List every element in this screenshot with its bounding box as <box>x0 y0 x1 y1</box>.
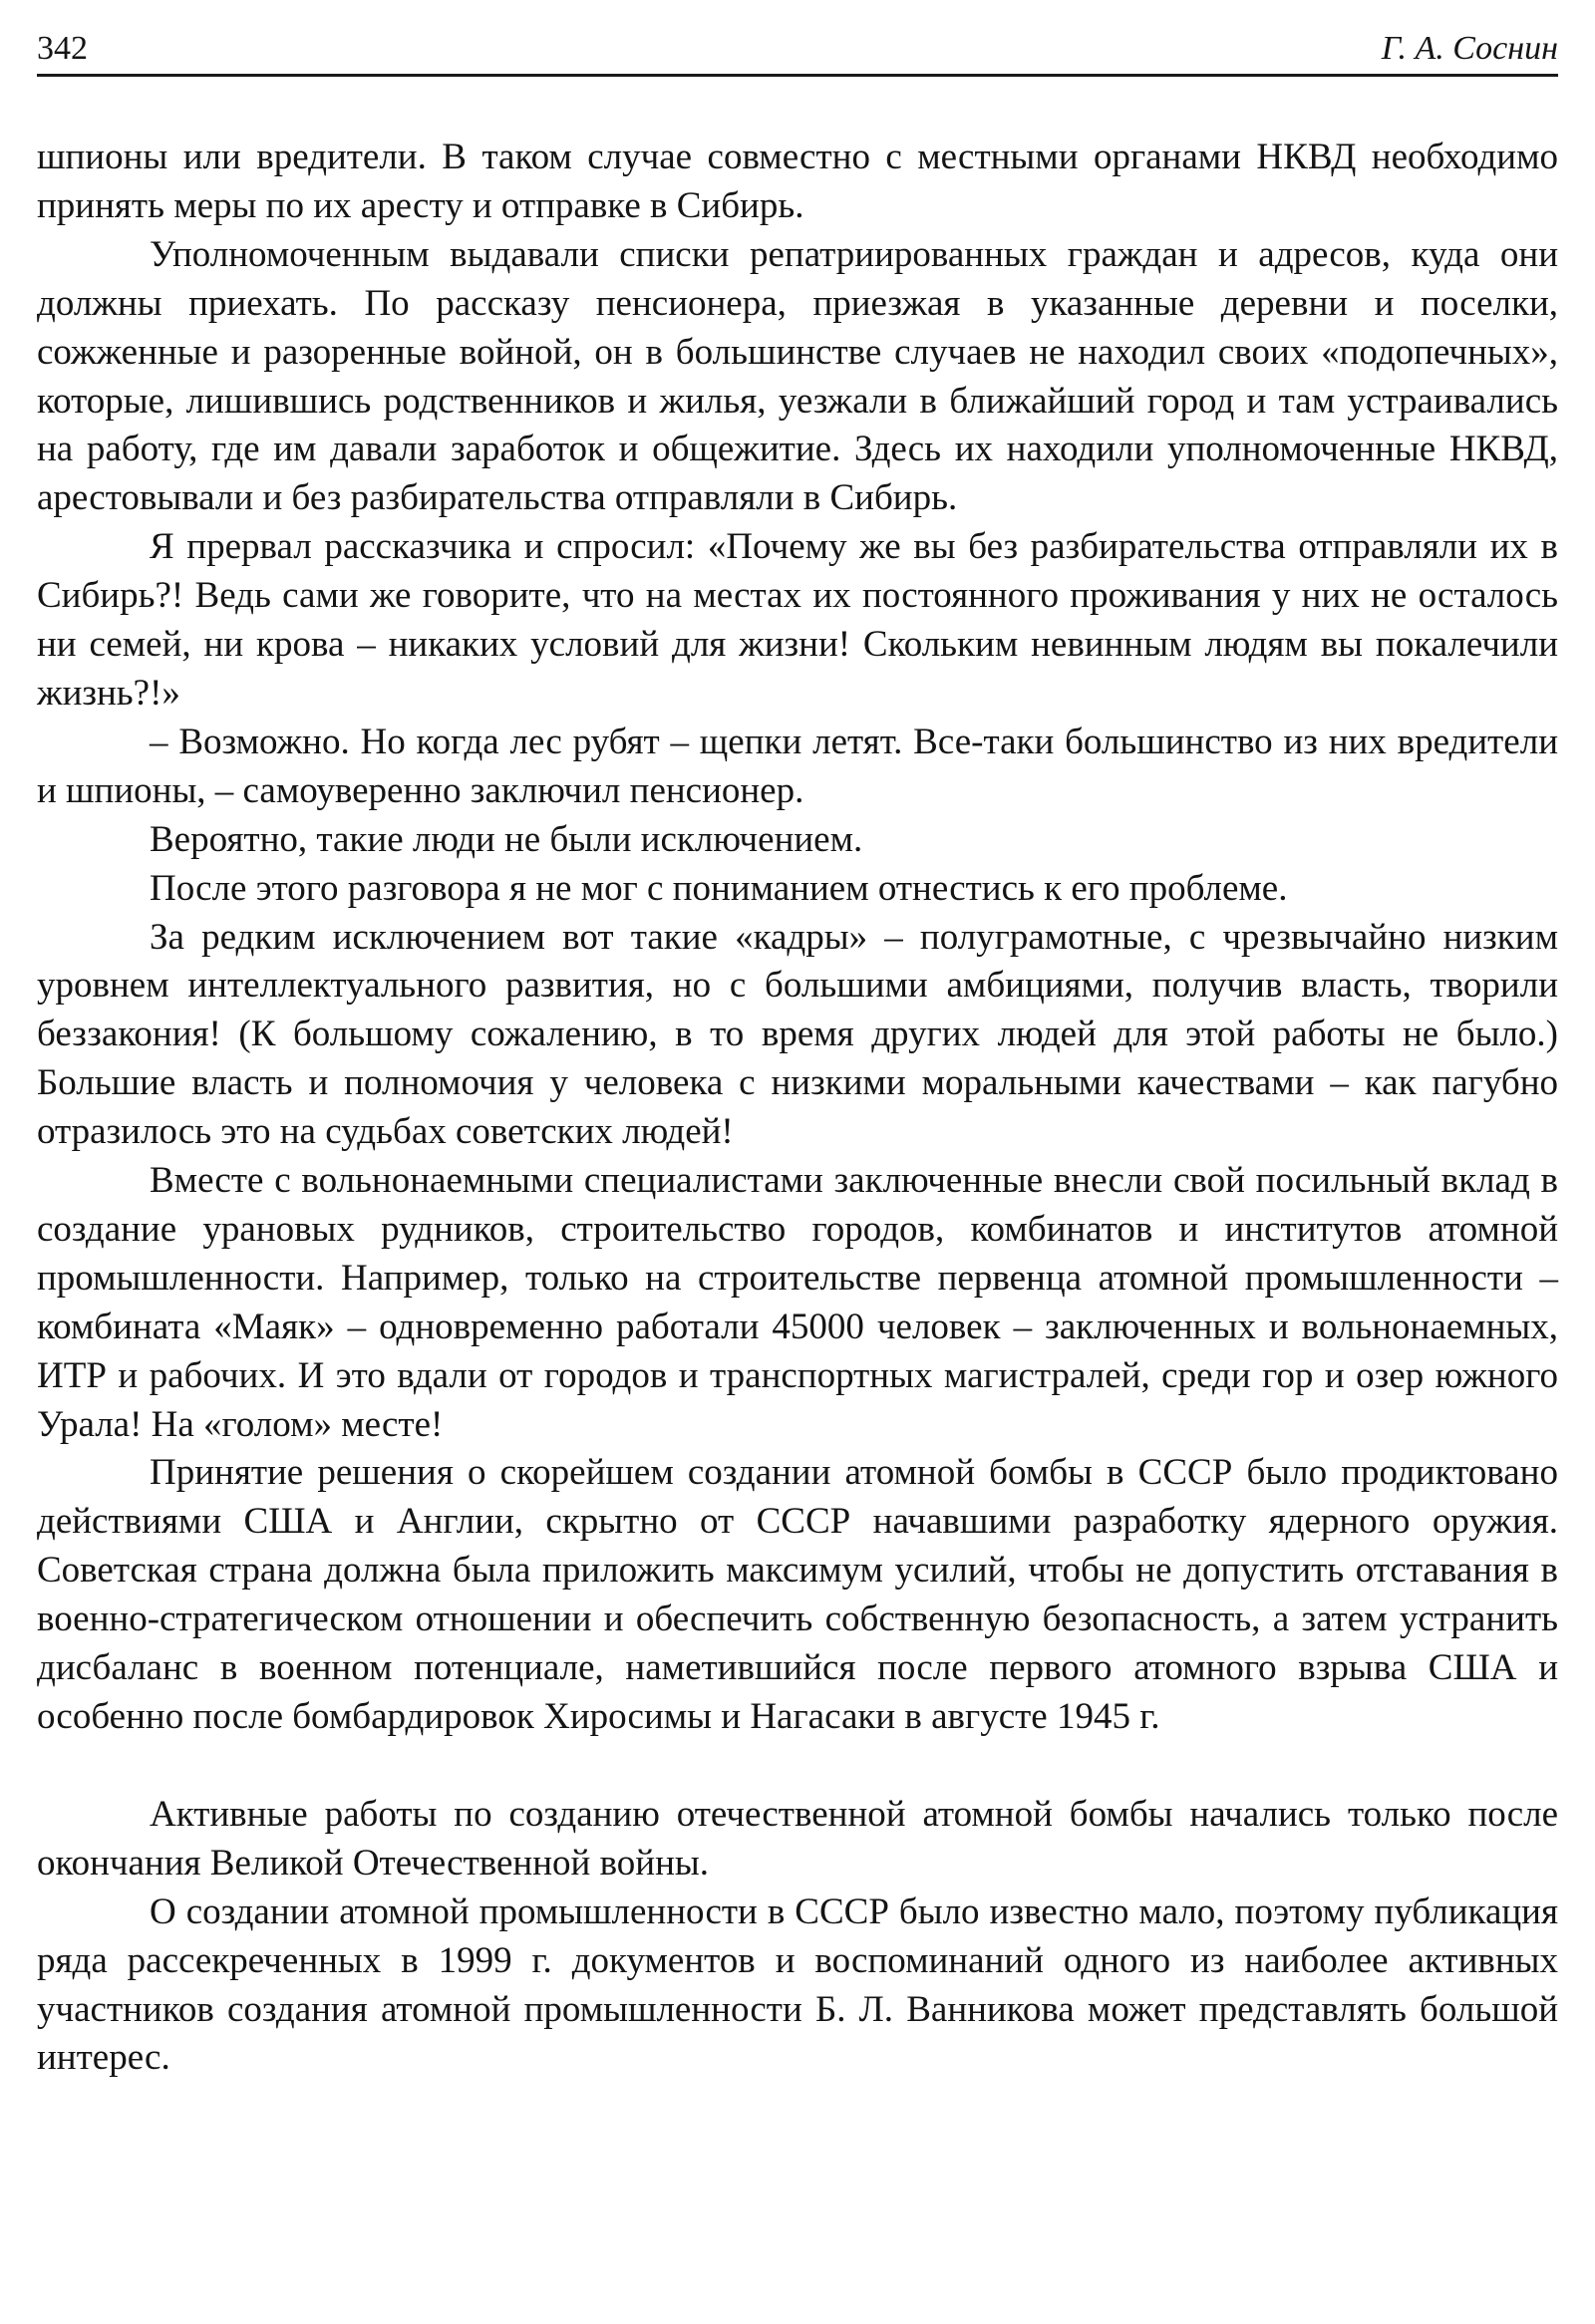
book-page <box>37 0 1558 2324</box>
paragraph: О создании атомной промышленности в СССР было известно мало, поэтому публикация ряда рассекреченных в 1999 г. документов и воспоминаний одного из наиболее активных участников создания атомной промышленности Б. Л. Ванникова может представлять большой интерес. <box>37 1890 1558 2079</box>
body-text <box>37 134 1558 2083</box>
paragraph: шпионы или вредители. В таком случае совместно с местными органами НКВД необходимо принять меры по их аресту и отправке в Сибирь. <box>37 137 1558 226</box>
paragraph: – Возможно. Но когда лес рубят – щепки летят. Все-таки большинство из них вредители и шпионы, – самоуверенно заключил пенсионер. <box>37 721 1558 811</box>
paragraph: Активные работы по созданию отечественной атомной бомбы начались только после окончания Великой Отечественной войны. <box>37 1793 1558 1884</box>
paragraph: Принятие решения о скорейшем создании атомной бомбы в СССР было продиктовано действиями США и Англии, скрытно от СССР начавшими разработку ядерного оружия. Советская страна должна была приложить максимум усилий, чтобы не допустить отставания в военно-стратегическом отношении и обеспечить собственную безопасность, а затем устранить дисбаланс в военном потенциале, наметившийся после первого атомного взрыва США и особенно после бомбардировок Хиросимы и Нагасаки в августе 1945 г. <box>37 1452 1558 1737</box>
paragraph: Вероятно, такие люди не были исключением. <box>150 818 863 860</box>
page-header <box>37 28 1558 77</box>
paragraph: За редким исключением вот такие «кадры» – полуграмотные, с чрезвычайно низким уровнем интеллектуального развития, но с большими амбициями, получив власть, творили беззакония! (К большому сожалению, в то время других людей для этой работы не было.) Большие власть и полномочия у человека с низкими моральными качествами – как пагубно отразилось это на судьбах советских людей! <box>37 916 1558 1153</box>
running-head-author: Г. А. Соснин <box>1381 30 1558 67</box>
page-number: 342 <box>37 30 88 67</box>
paragraph: Уполномоченным выдавали списки репатриированных граждан и адресов, куда они должны приехать. По рассказу пенсионера, приезжая в указанные деревни и поселки, сожженные и разоренные войной, он в большинстве случаев не находил своих «подопечных», которые, лишившись родственников и жилья, уезжали в ближайший город и там устраивались на работу, где им давали заработок и общежитие. Здесь их находили уполномоченные НКВД, арестовывали и без разбирательства отправляли в Сибирь. <box>37 233 1558 519</box>
paragraph: Я прервал рассказчика и спросил: «Почему же вы без разбирательства отправляли их в Сибирь?! Ведь сами же говорите, что на местах их постоянного проживания у них не осталось ни семей, ни крова – никаких условий для жизни! Скольким невинным людям вы покалечили жизнь?!» <box>37 526 1558 714</box>
paragraph: После этого разговора я не мог с пониманием отнестись к его проблеме. <box>150 867 1288 909</box>
paragraph: Вместе с вольнонаемными специалистами заключенные внесли свой посильный вклад в создание урановых рудников, строительство городов, комбинатов и институтов атомной промышленности. Например, только на строительстве первенца атомной промышленности – комбината «Маяк» – одновременно работали 45000 человек – заключенных и вольнонаемных, ИТР и рабочих. И это вдали от городов и транспортных магистралей, среди гор и озер южного Урала! На «голом» месте! <box>37 1160 1558 1445</box>
